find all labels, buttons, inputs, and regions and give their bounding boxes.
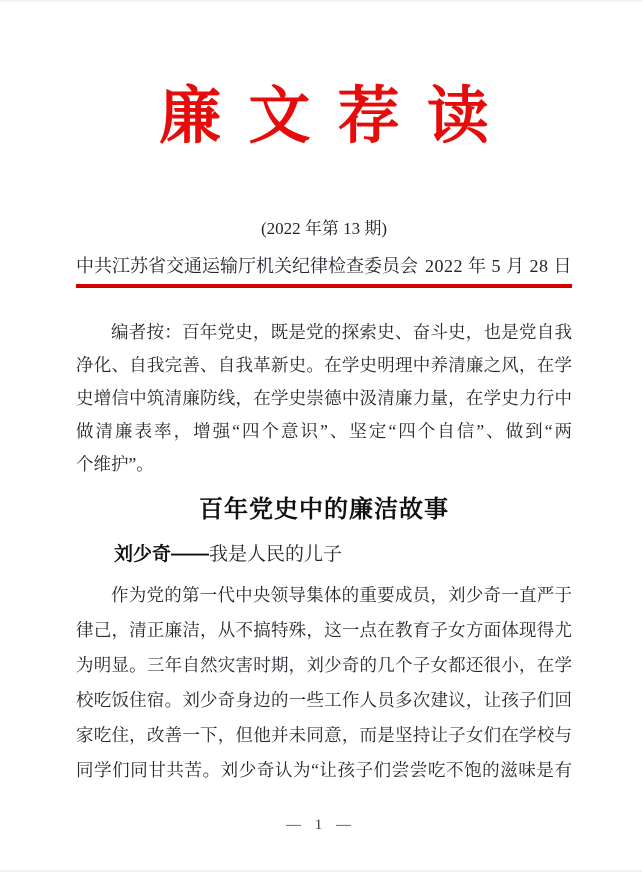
story-title xyxy=(76,541,572,569)
issue-number: (2022 年第 13 期) xyxy=(260,219,388,238)
publish-date: 2022 年 5 月 28 日 xyxy=(425,256,572,276)
publisher-name: 中共江苏省交通运输厅机关纪律检查委员会 xyxy=(76,256,418,276)
editor-note xyxy=(76,316,572,481)
article-heading: 百年党史中的廉洁故事 xyxy=(199,496,449,523)
body-text-line: 家吃住，改善一下，但他并未同意，而是坚持让子女们在学校与 xyxy=(76,725,572,745)
editor-note-line: 净化、自我完善、自我革新史。在学史明理中养清廉之风，在学 xyxy=(76,355,572,375)
story-title-name: 刘少奇—— xyxy=(114,544,210,565)
editor-note-line: 史增信中筑清廉防线，在学史崇德中汲清廉力量，在学史力行中 xyxy=(76,388,572,408)
editor-note-line: 编者按：百年党史，既是党的探索史、奋斗史，也是党自我 xyxy=(111,322,572,342)
page-content xyxy=(0,74,642,788)
body-text-line: 律己，清正廉洁，从不搞特殊，这一点在教育子女方面体现得尤 xyxy=(76,620,572,640)
page-number-footer: — 1 — xyxy=(286,817,356,833)
body-text-line: 同学们同甘共苦。刘少奇认为“让孩子们尝尝吃不饱的滋味是有 xyxy=(76,760,572,780)
masthead-title: 廉文荐读 xyxy=(159,83,517,151)
story-title-subtitle: 我是人民的儿子 xyxy=(209,544,343,565)
publisher-row xyxy=(76,253,572,288)
editor-note-line: 个维护”。 xyxy=(76,454,154,474)
body-text-line: 作为党的第一代中央领导集体的重要成员，刘少奇一直严于 xyxy=(111,585,572,605)
story-body xyxy=(76,578,572,788)
editor-note-line: 做清廉表率，增强“四个意识”、坚定“四个自信”、做到“两 xyxy=(76,421,572,441)
body-text-line: 为明显。三年自然灾害时期，刘少奇的几个子女都还很小，在学 xyxy=(76,655,572,675)
body-text-line: 校吃饭住宿。刘少奇身边的一些工作人员多次建议，让孩子们回 xyxy=(76,690,572,710)
